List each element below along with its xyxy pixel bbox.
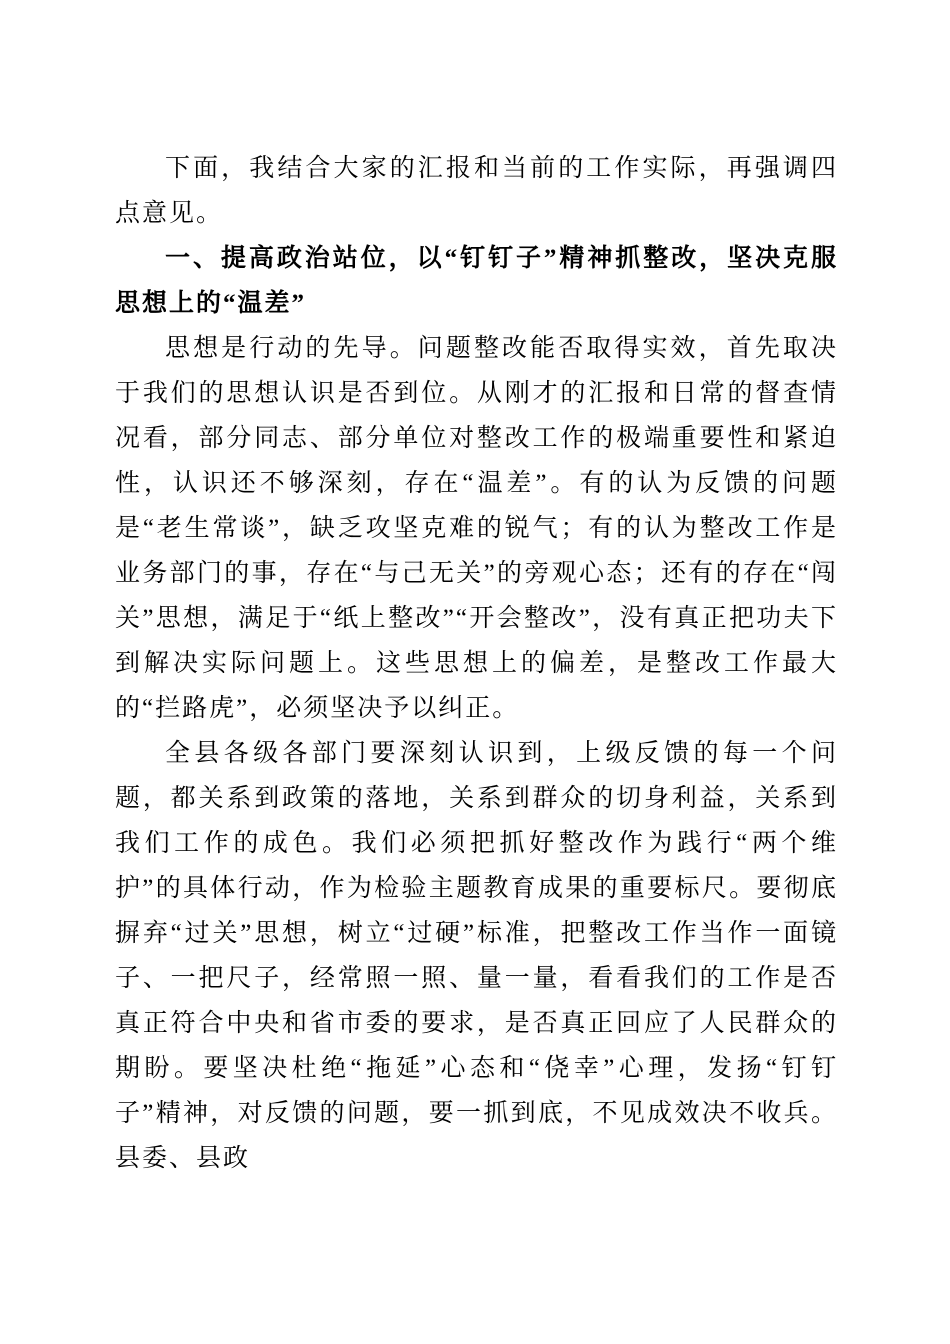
section-heading: 一、提高政治站位，以“钉钉子”精神抓整改，坚决克服思想上的“温差” xyxy=(115,245,838,317)
paragraph-intro: 下面，我结合大家的汇报和当前的工作实际，再强调四点意见。 xyxy=(115,155,838,227)
paragraph-body-1: 思想是行动的先导。问题整改能否取得实效，首先取决于我们的思想认识是否到位。从刚才的汇报和日常的督查情况看，部分同志、部分单位对整改工作的极端重要性和紧迫性，认识还不够深刻，存在“温差”。有的认为反馈的问题是“老生常谈”，缺乏攻坚克难的锐气；有的认为整改工作是业务部门的事，存在“与己无关”的旁观心态；还有的存在“闯关”思想，满足于“纸上整改”“开会整改”，没有真正把功夫下到解决实际问题上。这些思想上的偏差，是整改工作最大的“拦路虎”，必须坚决予以纠正。 xyxy=(115,335,838,722)
paragraph-body-2: 全县各级各部门要深刻认识到，上级反馈的每一个问题，都关系到政策的落地，关系到群众的切身利益，关系到我们工作的成色。我们必须把抓好整改作为践行“两个维护”的具体行动，作为检验主题教育成果的重要标尺。要彻底摒弃“过关”思想，树立“过硬”标准，把整改工作当作一面镜子、一把尺子，经常照一照、量一量，看看我们的工作是否真正符合中央和省市委的要求，是否真正回应了人民群众的期盼。要坚决杜绝“拖延”心态和“侥幸”心理，发扬“钉钉子”精神，对反馈的问题，要一抓到底，不见成效决不收兵。县委、县政 xyxy=(115,740,838,1172)
